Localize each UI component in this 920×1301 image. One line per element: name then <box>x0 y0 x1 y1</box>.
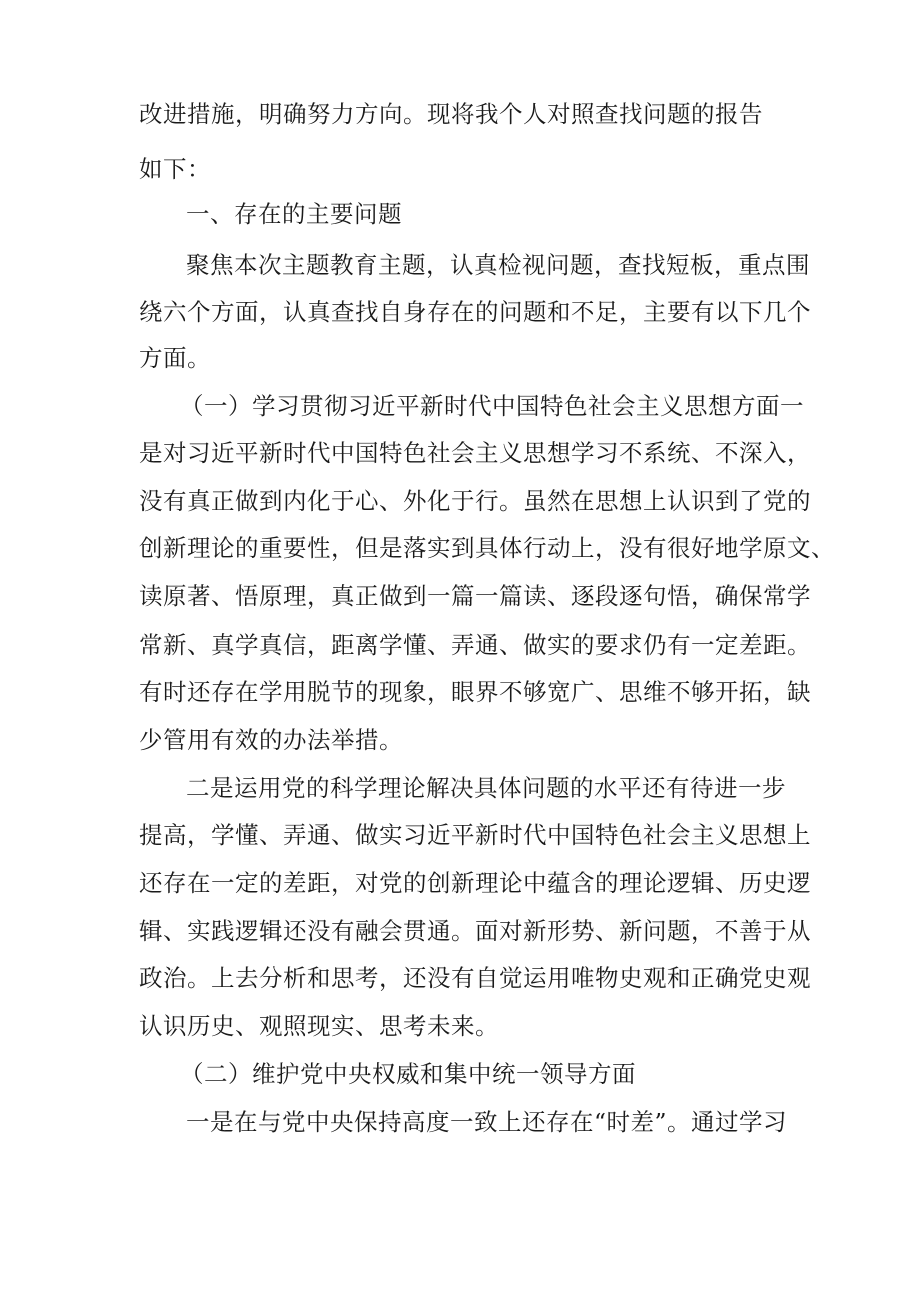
text-line: 政治。上去分析和思考，还没有自觉运用唯物史观和正确党史观 <box>139 964 811 992</box>
text-line: 没有真正做到内化于心、外化于行。虽然在思想上认识到了党的 <box>139 487 811 515</box>
text-line: 少管用有效的办法举措。 <box>139 726 403 754</box>
text-line: 创新理论的重要性，但是落实到具体行动上，没有很好地学原文、 <box>139 534 835 562</box>
text-line: 有时还存在学用脱节的现象，眼界不够宽广、思维不够开拓，缺 <box>139 678 811 706</box>
paragraph-start: 聚焦本次主题教育主题，认真检视问题，查找短板，重点围 <box>186 251 810 279</box>
subsection-heading: （一）学习贯彻习近平新时代中国特色社会主义思想方面一 <box>180 392 804 420</box>
text-line: 是对习近平新时代中国特色社会主义思想学习不系统、不深入， <box>139 439 811 467</box>
text-line: 认识历史、观照现实、思考未来。 <box>139 1012 499 1040</box>
text-line: 如下： <box>139 155 211 183</box>
text-line: 方面。 <box>139 344 211 372</box>
subsection-heading: （二）维护党中央权威和集中统一领导方面 <box>180 1060 636 1088</box>
text-line: 还存在一定的差距，对党的创新理论中蕴含的理论逻辑、历史逻 <box>139 869 811 897</box>
text-line: 改进措施，明确努力方向。现将我个人对照查找问题的报告 <box>139 100 763 128</box>
text-line: 读原著、悟原理，真正做到一篇一篇读、逐段逐句悟，确保常学 <box>139 582 811 610</box>
paragraph-start: 一是在与党中央保持高度一致上还存在“时差”。通过学习 <box>186 1108 788 1136</box>
text-line: 辑、实践逻辑还没有融会贯通。面对新形势、新问题，不善于从 <box>139 917 811 945</box>
text-line: 常新、真学真信，距离学懂、弄通、做实的要求仍有一定差距。 <box>139 631 811 659</box>
text-line: 提高，学懂、弄通、做实习近平新时代中国特色社会主义思想上 <box>139 821 811 849</box>
paragraph-start: 二是运用党的科学理论解决具体问题的水平还有待进一步 <box>186 774 786 802</box>
text-line: 绕六个方面，认真查找自身存在的问题和不足，主要有以下几个 <box>139 298 811 326</box>
section-heading: 一、存在的主要问题 <box>186 200 402 228</box>
